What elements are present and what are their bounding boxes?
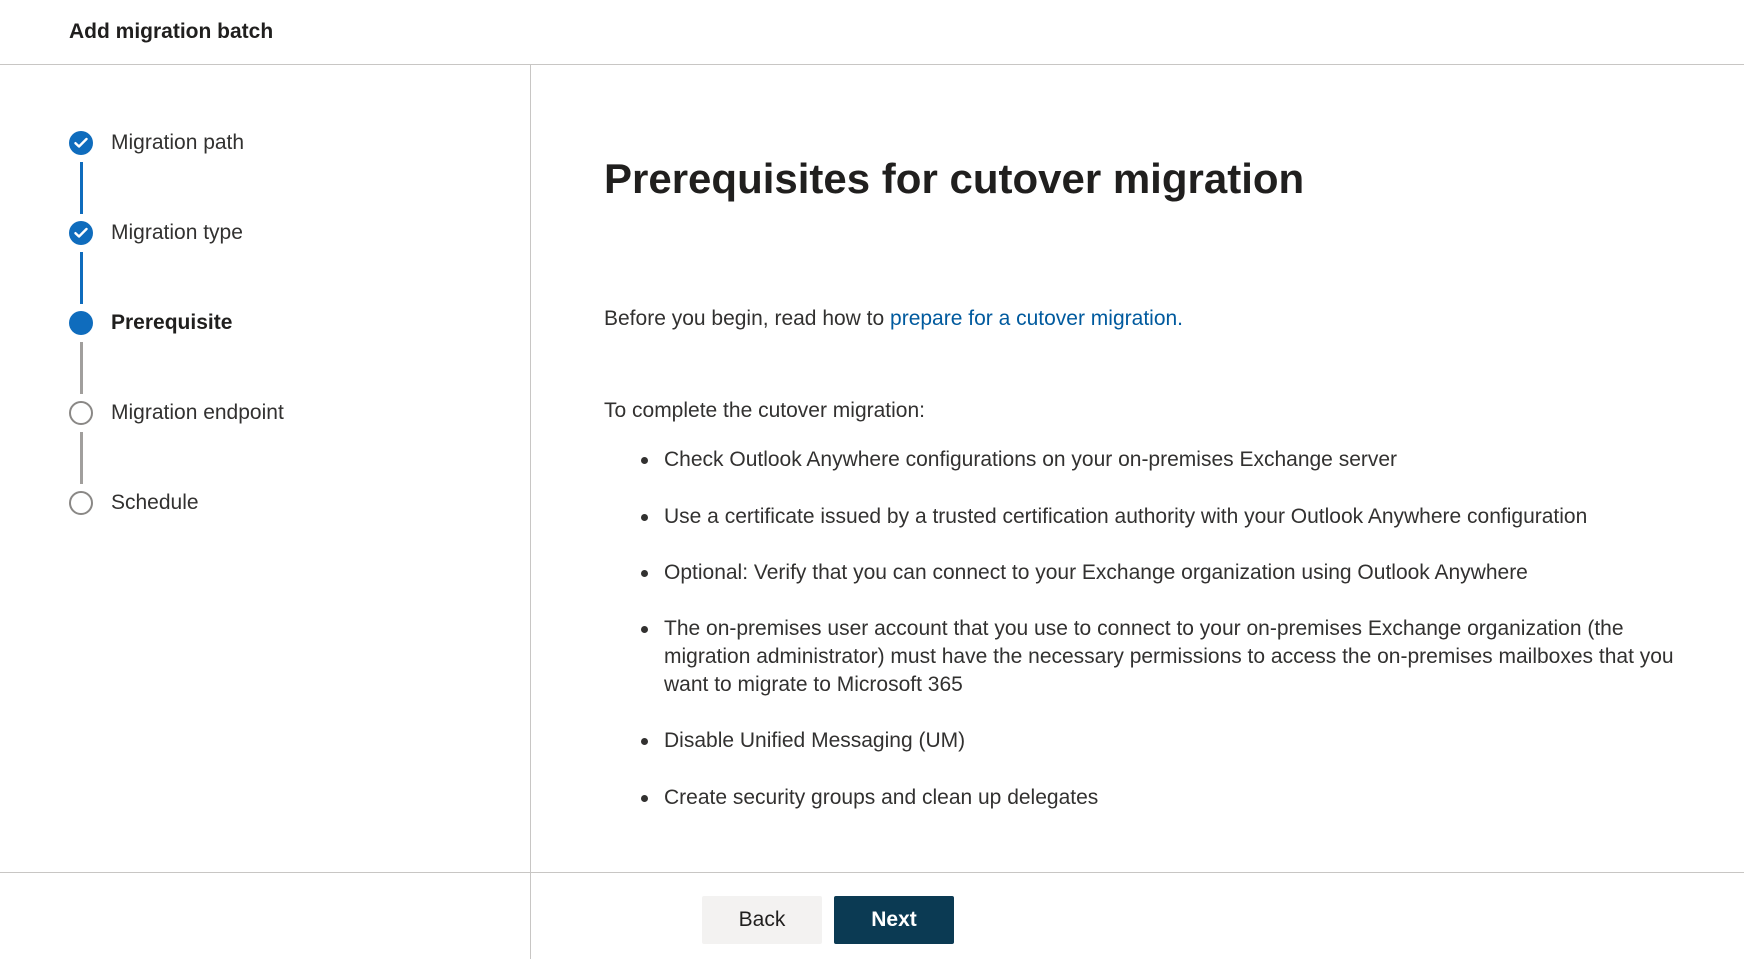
prepare-cutover-link[interactable]: prepare for a cutover migration.	[890, 307, 1184, 330]
intro-text	[604, 305, 1183, 333]
wizard-steps-pane	[0, 65, 531, 959]
step-label: Schedule	[111, 491, 199, 514]
step-label: Prerequisite	[111, 311, 233, 334]
intro-prefix: Before you begin, read how to	[604, 307, 891, 330]
back-button[interactable]: Back	[702, 896, 822, 944]
list-item: Disable Unified Messaging (UM)	[664, 727, 1684, 755]
page-title: Prerequisites for cutover migration	[604, 155, 1305, 202]
list-item: Create security groups and clean up delegates	[664, 784, 1684, 812]
step-label: Migration type	[111, 221, 243, 244]
list-item: The on-premises user account that you use to connect to your on-premises Exchange organization (the migration administrator) must have the necessary permissions to access the on-premises mailboxes that you want to migrate to Microsoft 365	[664, 615, 1684, 699]
panel-title: Add migration batch	[69, 20, 274, 43]
footer-divider	[0, 872, 1744, 873]
list-item: Optional: Verify that you can connect to your Exchange organization using Outlook Anywhere	[664, 559, 1684, 587]
checkmark-icon	[69, 221, 93, 245]
checkmark-icon	[69, 131, 93, 155]
filled-circle-icon	[69, 311, 93, 335]
step-connector	[80, 432, 83, 484]
footer-vertical-divider	[530, 872, 531, 959]
step-label: Migration endpoint	[111, 401, 284, 424]
step-label: Migration path	[111, 131, 245, 154]
list-item: Check Outlook Anywhere configurations on your on-premises Exchange server	[664, 446, 1684, 474]
step-connector	[80, 162, 83, 214]
empty-circle-icon	[69, 401, 93, 425]
panel-header	[0, 0, 1744, 65]
step-connector	[80, 342, 83, 394]
list-item: Use a certificate issued by a trusted certification authority with your Outlook Anywhere configuration	[664, 503, 1684, 531]
empty-circle-icon	[69, 491, 93, 515]
step-connector	[80, 252, 83, 304]
list-heading: To complete the cutover migration:	[604, 399, 925, 422]
next-button[interactable]: Next	[834, 896, 954, 944]
